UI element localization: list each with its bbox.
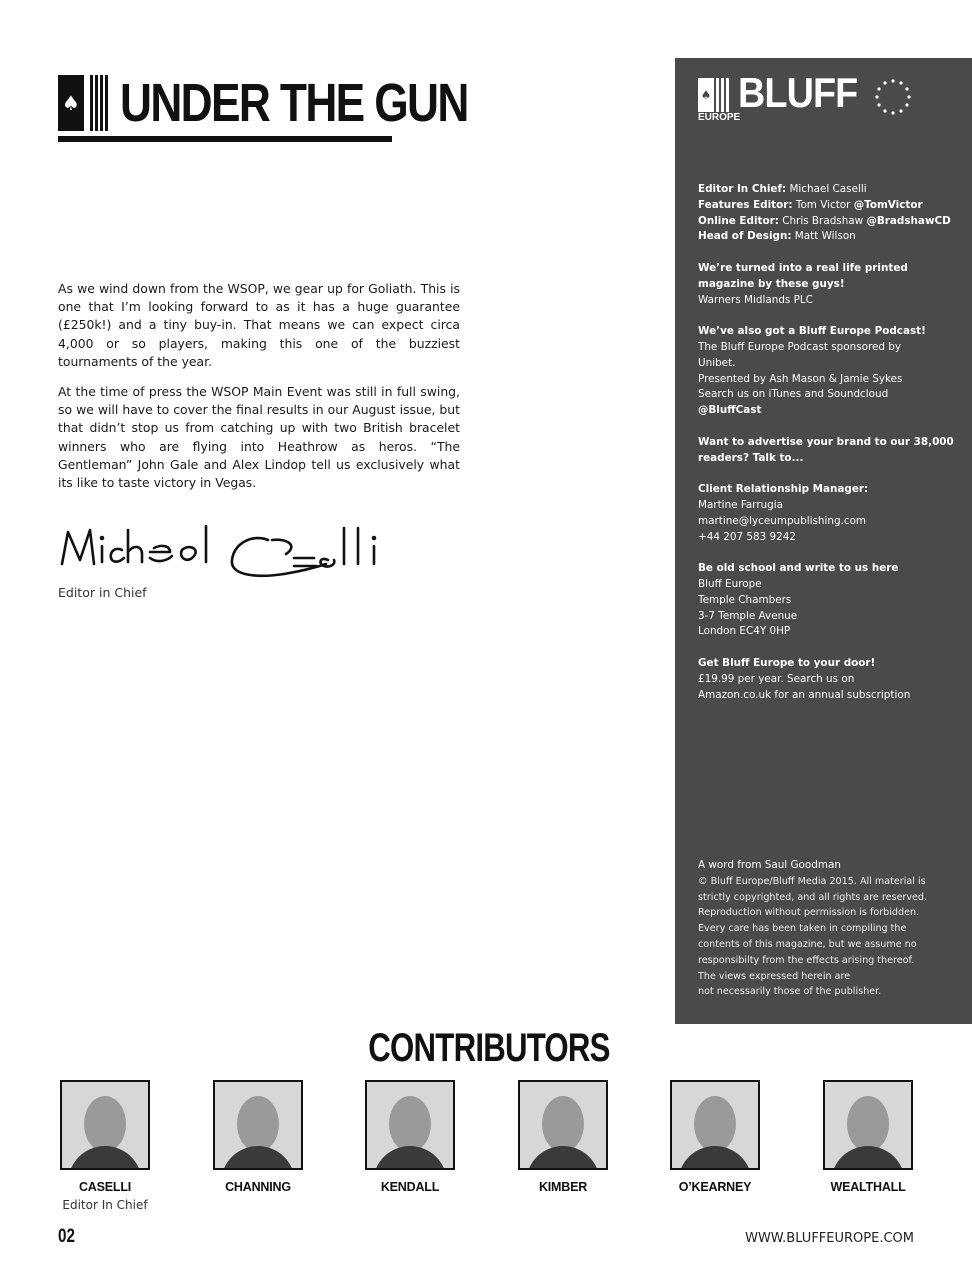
contributor-photo bbox=[365, 1080, 455, 1170]
signature-image bbox=[58, 520, 408, 584]
contributor-name: O’KEARNEY bbox=[678, 1180, 752, 1194]
title-underline bbox=[58, 136, 392, 142]
contributor-photo bbox=[60, 1080, 150, 1170]
stripes-decoration bbox=[716, 78, 729, 112]
address-block: Be old school and write to us here Bluff Europe Temple Chambers 3-7 Temple Avenue London EC4Y 0HP bbox=[698, 562, 899, 638]
contributor-caselli bbox=[60, 1080, 150, 1212]
stripes-decoration bbox=[90, 75, 108, 131]
staff-editor-in-chief: Editor In Chief: Michael Caselli bbox=[698, 183, 867, 195]
staff-online-editor: Online Editor: Chris Bradshaw @BradshawCD bbox=[698, 214, 951, 227]
staff-features-editor: Features Editor: Tom Victor @TomVictor bbox=[698, 198, 923, 211]
contributor-role: Editor In Chief bbox=[62, 1198, 148, 1212]
legal-notice: A word from Saul Goodman © Bluff Europe/Bluff Media 2015. All material is strictly copyrighted, and all rights are reserved. Reproduction without permission is forbidden. Every care has been taken in compiling the contents of this magazine, but we assume no responsibilty from the effects arising thereof. The views expressed herein are not necessarily those of the publisher. bbox=[698, 858, 960, 1000]
legal-lead: A word from Saul Goodman bbox=[698, 859, 841, 871]
contributor-photo bbox=[518, 1080, 608, 1170]
client-email: martine@lyceumpublishing.com bbox=[698, 514, 867, 527]
page-title: UNDER THE GUN bbox=[120, 73, 468, 133]
editorial-paragraph-1: As we wind down from the WSOP, we gear up for Goliath. This is one that I’m looking forward to as it has a huge guarantee (£250k!) and a tiny buy-in. That means we can expect circa 4,000 or so players, making this one of the buzziest tournaments of the year. bbox=[58, 281, 460, 369]
bluff-logo bbox=[698, 69, 918, 123]
podcast-block: We’ve also got a Bluff Europe Podcast! The Bluff Europe Podcast sponsored by Unibet. Presented by Ash Mason & Jamie Sykes Search us on iTunes and Soundcloud @BluffCast bbox=[698, 325, 926, 417]
contributor-wealthall bbox=[823, 1080, 913, 1194]
editorial-body bbox=[58, 280, 460, 504]
masthead-sidebar bbox=[675, 58, 972, 1024]
contributor-okearney bbox=[670, 1080, 760, 1194]
logo-subtitle: EUROPE bbox=[698, 112, 741, 123]
contributors-heading: CONTRIBUTORS bbox=[368, 1026, 610, 1070]
signature-caption: Editor in Chief bbox=[58, 585, 147, 600]
contributor-photo bbox=[670, 1080, 760, 1170]
advertise-block: Want to advertise your brand to our 38,000 readers? Talk to... bbox=[698, 435, 954, 464]
spade-icon: ♠ bbox=[58, 75, 84, 131]
contributor-name: CHANNING bbox=[225, 1180, 291, 1194]
contributor-kendall bbox=[365, 1080, 455, 1194]
printer-block: We’re turned into a real life printed magazine by these guys! Warners Midlands PLC bbox=[698, 261, 908, 306]
eu-stars-icon bbox=[874, 78, 912, 116]
contributor-photo bbox=[823, 1080, 913, 1170]
logo-word: BLUFF bbox=[738, 69, 858, 116]
spade-icon: ♠ bbox=[698, 78, 714, 112]
contributor-name: KIMBER bbox=[538, 1180, 588, 1194]
contributor-name: WEALTHALL bbox=[830, 1180, 906, 1194]
section-header bbox=[58, 74, 544, 132]
contributor-channing bbox=[213, 1080, 303, 1194]
staff-head-of-design: Head of Design: Matt Wilson bbox=[698, 230, 856, 243]
client-manager-block: Client Relationship Manager: Martine Farrugia martine@lyceumpublishing.com +44 207 583 9242 bbox=[698, 482, 960, 545]
page-number: 02 bbox=[58, 1226, 75, 1247]
contributor-kimber bbox=[518, 1080, 608, 1194]
website-url: WWW.BLUFFEUROPE.COM bbox=[745, 1231, 914, 1246]
editorial-paragraph-2: At the time of press the WSOP Main Event was still in full swing, so we will have to cover the final results in our August issue, but that didn’t stop us from catching up with two British bracelet winners who are flying into Heathrow as heros. “The Gentleman” John Gale and Alex Lindop tell us exclusively what its like to taste victory in Vegas. bbox=[58, 384, 460, 491]
masthead-credits bbox=[698, 182, 960, 719]
contributor-photo bbox=[213, 1080, 303, 1170]
contributor-name: KENDALL bbox=[380, 1180, 440, 1194]
staff-list bbox=[698, 182, 960, 245]
subscribe-block: Get Bluff Europe to your door! £19.99 per year. Search us on Amazon.co.uk for an annual subscription bbox=[698, 656, 911, 701]
contributor-name: CASELLI bbox=[78, 1180, 132, 1194]
podcast-handle: @BluffCast bbox=[698, 404, 762, 417]
client-phone: +44 207 583 9242 bbox=[698, 530, 796, 543]
